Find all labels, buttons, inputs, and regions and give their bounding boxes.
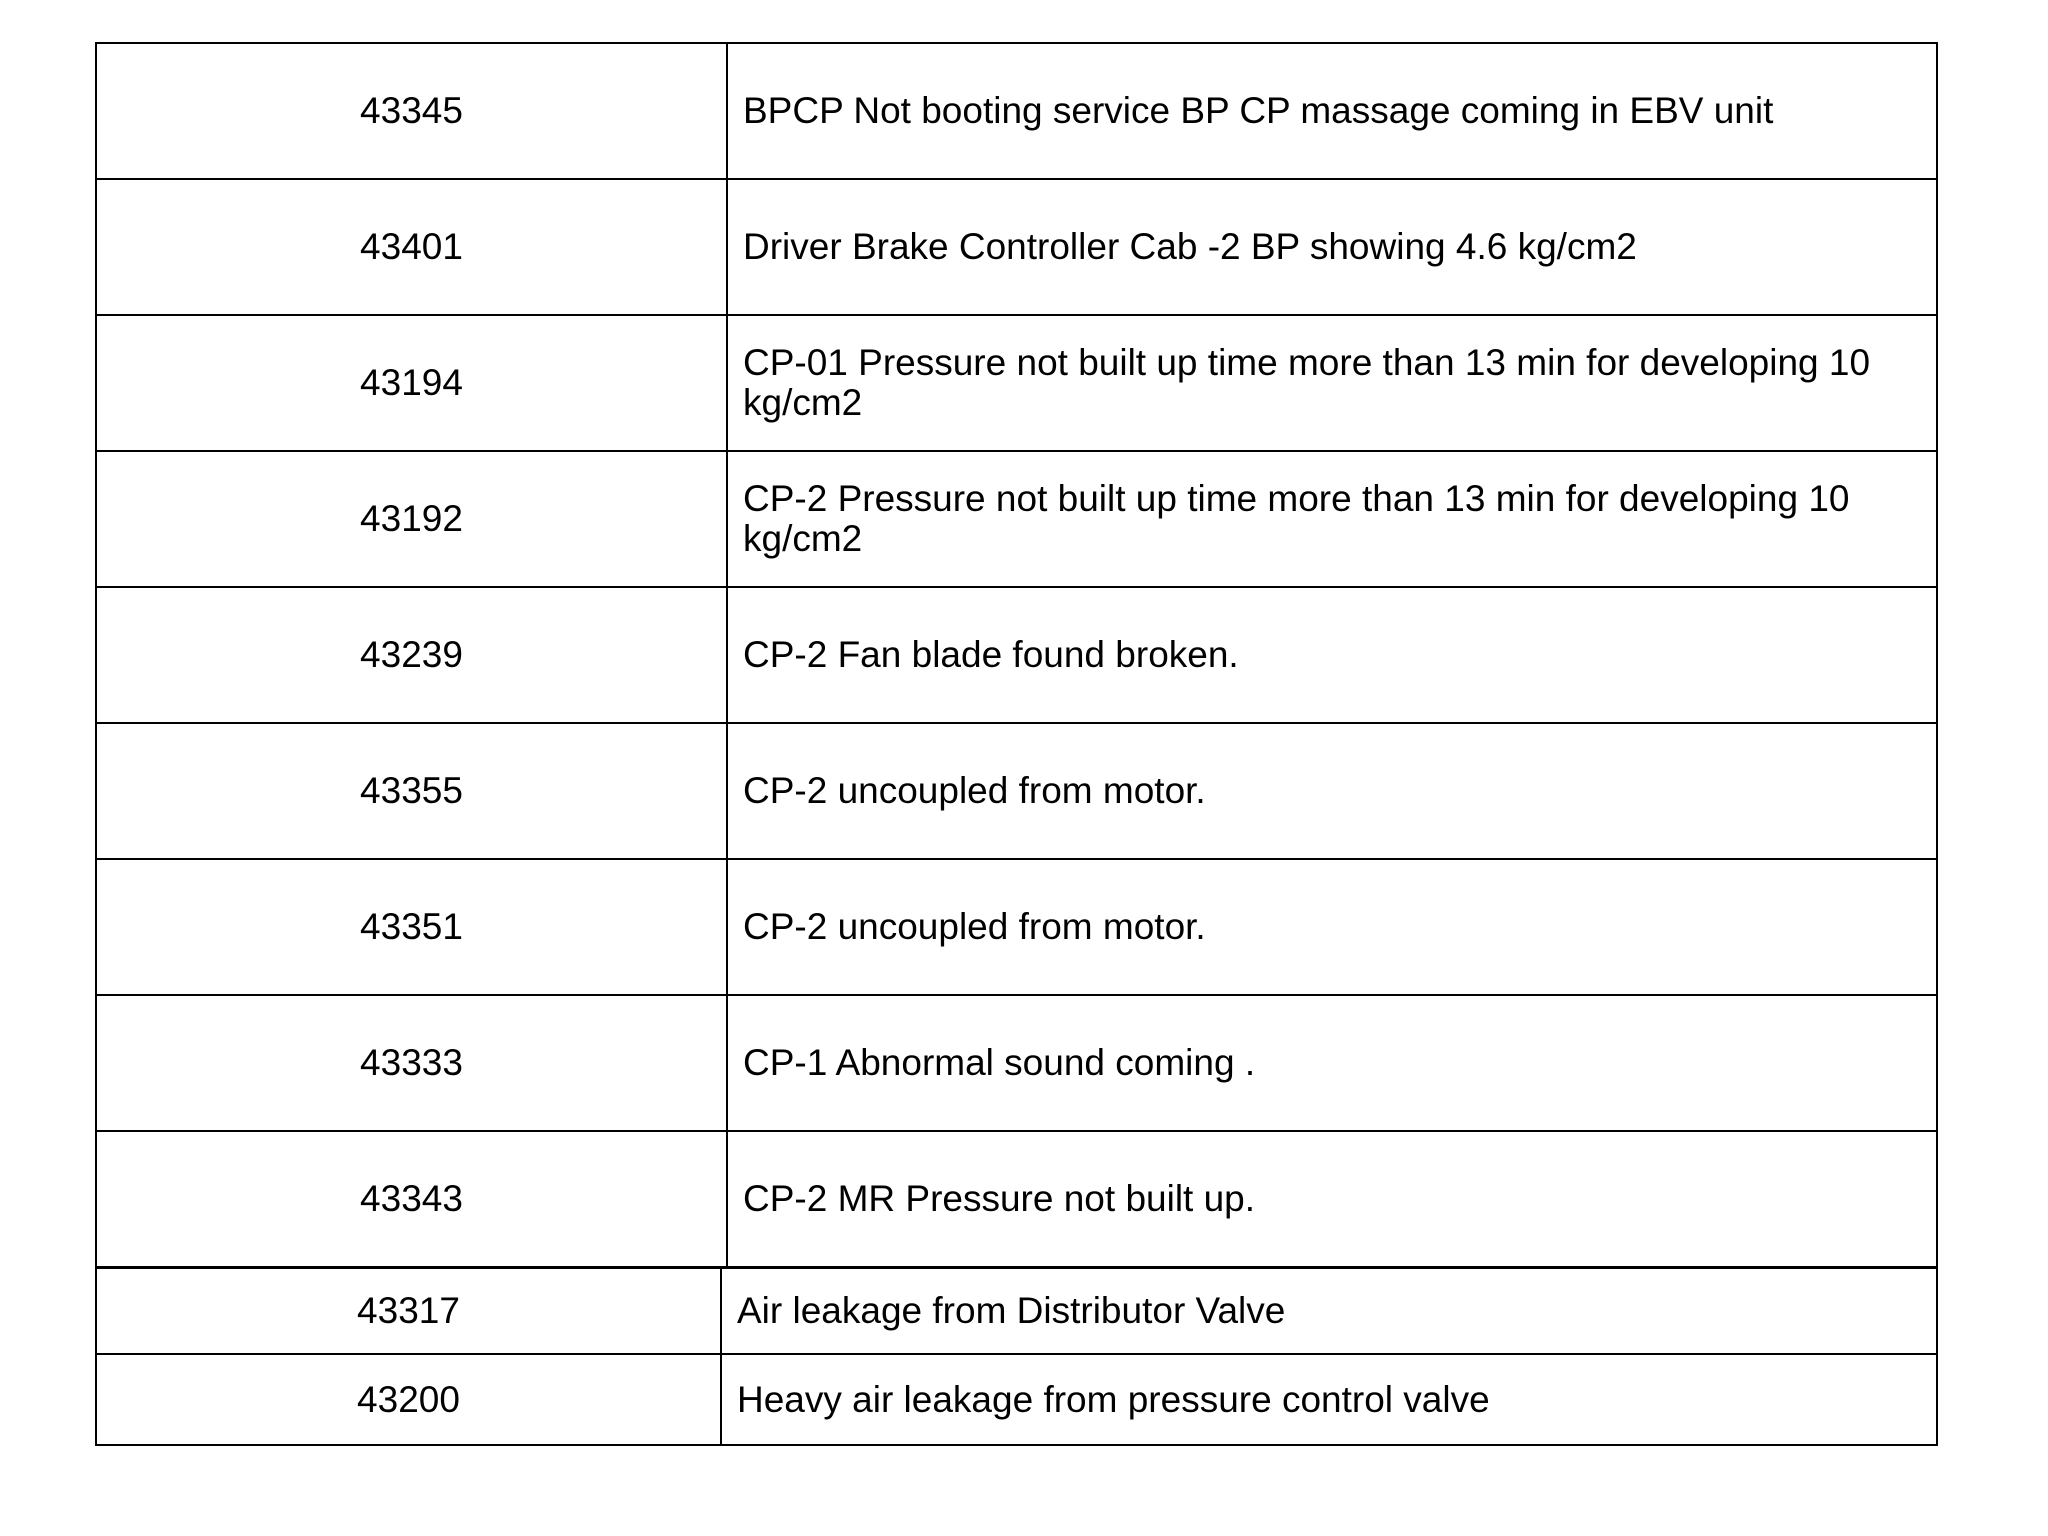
- table-row: [96, 451, 1937, 587]
- record-id: 43401: [96, 179, 727, 315]
- table-row: [96, 587, 1937, 723]
- record-description: CP-2 MR Pressure not built up.: [727, 1131, 1937, 1267]
- record-id: 43239: [96, 587, 727, 723]
- record-id: 43317: [96, 1268, 721, 1355]
- record-id: 43194: [96, 315, 727, 451]
- table-row: [96, 43, 1937, 179]
- table-row: [96, 179, 1937, 315]
- table-row: [96, 723, 1937, 859]
- record-id: 43200: [96, 1354, 721, 1445]
- record-id: 43351: [96, 859, 727, 995]
- complaint-table-lower: [95, 1266, 1938, 1446]
- record-description: CP-2 Fan blade found broken.: [727, 587, 1937, 723]
- record-description: CP-2 uncoupled from motor.: [727, 859, 1937, 995]
- record-id: 43345: [96, 43, 727, 179]
- complaint-table-upper: [95, 42, 1938, 1268]
- record-description: Heavy air leakage from pressure control valve: [721, 1354, 1937, 1445]
- record-id: 43343: [96, 1131, 727, 1267]
- complaint-table: [95, 42, 1938, 1446]
- record-description: CP-2 uncoupled from motor.: [727, 723, 1937, 859]
- table-row: [96, 1268, 1937, 1355]
- table-row: [96, 859, 1937, 995]
- record-id: 43192: [96, 451, 727, 587]
- record-description: BPCP Not booting service BP CP massage coming in EBV unit: [727, 43, 1937, 179]
- table-row: [96, 1131, 1937, 1267]
- table-row: [96, 1354, 1937, 1445]
- record-description: CP-1 Abnormal sound coming .: [727, 995, 1937, 1131]
- record-description: Air leakage from Distributor Valve: [721, 1268, 1937, 1355]
- record-id: 43355: [96, 723, 727, 859]
- record-description: CP-01 Pressure not built up time more than 13 min for developing 10 kg/cm2: [727, 315, 1937, 451]
- table-row: [96, 995, 1937, 1131]
- record-description: CP-2 Pressure not built up time more than 13 min for developing 10 kg/cm2: [727, 451, 1937, 587]
- record-id: 43333: [96, 995, 727, 1131]
- table-row: [96, 315, 1937, 451]
- record-description: Driver Brake Controller Cab -2 BP showing 4.6 kg/cm2: [727, 179, 1937, 315]
